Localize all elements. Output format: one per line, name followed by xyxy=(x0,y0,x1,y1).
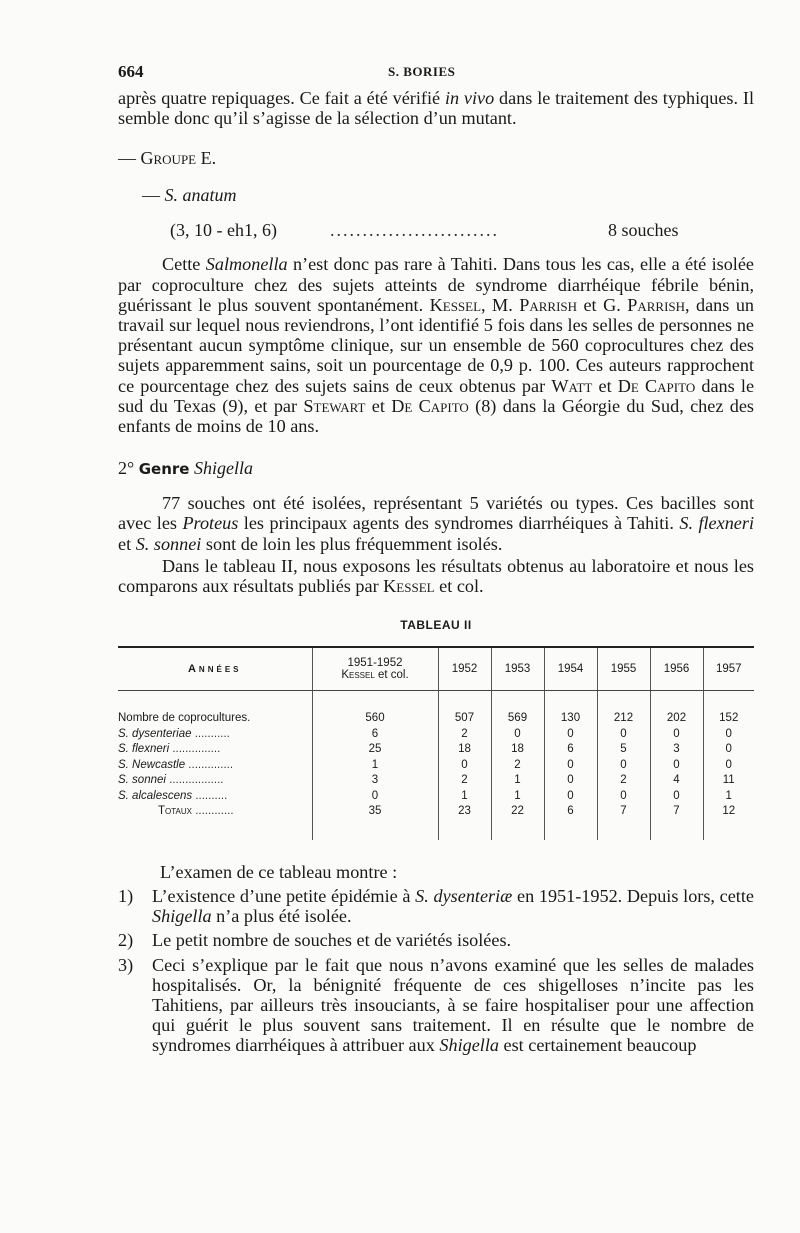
cell: 130 xyxy=(544,711,597,727)
cell: 0 xyxy=(703,727,754,743)
cell: 0 xyxy=(544,758,597,774)
data-table xyxy=(118,646,754,840)
cell: 0 xyxy=(650,758,703,774)
cell: 569 xyxy=(491,711,544,727)
cell: 0 xyxy=(544,789,597,805)
running-head: S. BORIES xyxy=(388,64,456,79)
cell: 2 xyxy=(491,758,544,774)
species-heading: — S. anatum xyxy=(142,185,237,206)
column-header-kessel: 1951-1952 Kessel et col. xyxy=(312,647,438,691)
paragraph-shigella: 77 souches ont été isolées, représentant 5 variétés ou types. Ces bacilles sont avec les Proteus les principaux agents des syndromes diarrhéiques à Tahiti. S. flexneri et S. sonnei sont de loin les plus fréquemment isolés. xyxy=(118,493,754,554)
page-number: 664 xyxy=(118,62,144,81)
row-label: Totaux ............ xyxy=(158,805,234,818)
cell: 4 xyxy=(650,773,703,789)
cell: 0 xyxy=(491,727,544,743)
cell: 6 xyxy=(312,727,438,743)
cell: 0 xyxy=(544,727,597,743)
table-header-row xyxy=(118,647,754,691)
cell: 0 xyxy=(703,758,754,774)
cell: 1 xyxy=(703,789,754,805)
table-row-total xyxy=(118,804,754,820)
cell: 1 xyxy=(312,758,438,774)
paragraph-intro: après quatre repiquages. Ce fait a été vérifié in vivo dans le traitement des typhiques. Il semble donc qu’il s’agisse de la sélection d’un mutant. xyxy=(118,88,754,129)
row-label: S. alcalescens .......... xyxy=(118,789,228,802)
cell: 1 xyxy=(491,789,544,805)
cell: 12 xyxy=(703,804,754,820)
cell: 560 xyxy=(312,711,438,727)
cell: 0 xyxy=(597,758,650,774)
table-title: TABLEAU II xyxy=(400,618,472,633)
cell: 3 xyxy=(312,773,438,789)
paragraph-tableau: Dans le tableau II, nous exposons les résultats obtenus au laboratoire et nous les comparons aux résultats publiés par Kessel et col. xyxy=(118,555,754,597)
cell: 18 xyxy=(491,742,544,758)
list-item: 2) Le petit nombre de souches et de variétés isolées. xyxy=(118,930,512,951)
cell: 25 xyxy=(312,742,438,758)
page xyxy=(118,62,754,1056)
column-header-year: 1952 xyxy=(438,647,491,691)
cell: 0 xyxy=(650,789,703,805)
cell: 507 xyxy=(438,711,491,727)
list-item: 1) L’existence d’une petite épidémie à S. dysenteriæ en 1951-1952. Depuis lors, cette Shigella n’a plus été isolée. xyxy=(118,885,754,927)
cell: 1 xyxy=(491,773,544,789)
cell: 7 xyxy=(650,804,703,820)
column-header-annees: Années xyxy=(118,647,312,691)
cell: 0 xyxy=(597,789,650,805)
cell: 0 xyxy=(703,742,754,758)
cell: 212 xyxy=(597,711,650,727)
cell: 5 xyxy=(597,742,650,758)
row-label: S. dysenteriae ........... xyxy=(118,727,230,740)
cell: 7 xyxy=(597,804,650,820)
cell: 0 xyxy=(312,789,438,805)
cell: 3 xyxy=(650,742,703,758)
page-header xyxy=(118,62,754,88)
cell: 18 xyxy=(438,742,491,758)
column-header-year: 1956 xyxy=(650,647,703,691)
table-row xyxy=(118,773,754,789)
cell: 2 xyxy=(597,773,650,789)
cell: 0 xyxy=(438,758,491,774)
table-row xyxy=(118,758,754,774)
paragraph-examen: L’examen de ce tableau montre : xyxy=(160,861,398,882)
column-header-year: 1955 xyxy=(597,647,650,691)
cell: 2 xyxy=(438,727,491,743)
cell: 0 xyxy=(544,773,597,789)
table-row xyxy=(118,727,754,743)
paragraph-salmonella: Cette Salmonella n’est donc pas rare à Tahiti. Dans tous les cas, elle a été isolée par coproculture chez des sujets atteints de syndrome diarrhéique fébrile bénin, guérissant le plus souvent spontanément. Kessel, M. Parrish et G. Parrish, dans un travail sur lequel nous reviendrons, l’ont identifié 5 fois dans les selles de personnes ne présentant aucun symptôme clinique, sur un ensemble de 560 coprocultures chez des sujets apparemment sains, soit un pourcentage de 0,9 p. 100. Ces auteurs rapprochent ce pourcentage chez des sujets sains de ceux obtenus par Watt et De Capito dans le sud du Texas (9), et par Stewart et De Capito (8) dans la Géorgie du Sud, chez des enfants de moins de 10 ans. xyxy=(118,254,755,437)
table-row xyxy=(118,711,754,727)
list-item: 3) Ceci s’explique par le fait que nous n’avons examiné que les selles de malades hospitalisés. Or, la bénignité fréquente de ces shigelloses n’incite pas les Tahitiens, par ailleurs très insouciants, à se faire hospitaliser pour une affection qui guérit le plus souvent sans traitement. Il en résulte que le nombre de syndromes diarrhéiques à attribuer aux Shigella est certainement beaucoup xyxy=(118,954,754,1056)
cell: 6 xyxy=(544,742,597,758)
antigen-formula: (3, 10 - eh1, 6) .......................... 8 souches xyxy=(170,220,679,241)
table-row xyxy=(118,742,754,758)
cell: 0 xyxy=(597,727,650,743)
cell: 1 xyxy=(438,789,491,805)
cell: 0 xyxy=(650,727,703,743)
cell: 35 xyxy=(312,804,438,820)
row-label: S. sonnei ................. xyxy=(118,774,224,787)
cell: 152 xyxy=(703,711,754,727)
row-label: Nombre de coprocultures. xyxy=(118,712,251,725)
column-header-year: 1957 xyxy=(703,647,754,691)
column-header-year: 1954 xyxy=(544,647,597,691)
table-row xyxy=(118,789,754,805)
cell: 22 xyxy=(491,804,544,820)
section-groupe-e: — Groupe E. xyxy=(118,148,217,169)
section-genre-shigella: 2° Genre Shigella xyxy=(118,458,253,479)
cell: 6 xyxy=(544,804,597,820)
cell: 23 xyxy=(438,804,491,820)
column-header-year: 1953 xyxy=(491,647,544,691)
cell: 202 xyxy=(650,711,703,727)
row-label: S. flexneri ............... xyxy=(118,743,221,756)
cell: 11 xyxy=(703,773,754,789)
cell: 2 xyxy=(438,773,491,789)
row-label: S. Newcastle .............. xyxy=(118,758,234,771)
